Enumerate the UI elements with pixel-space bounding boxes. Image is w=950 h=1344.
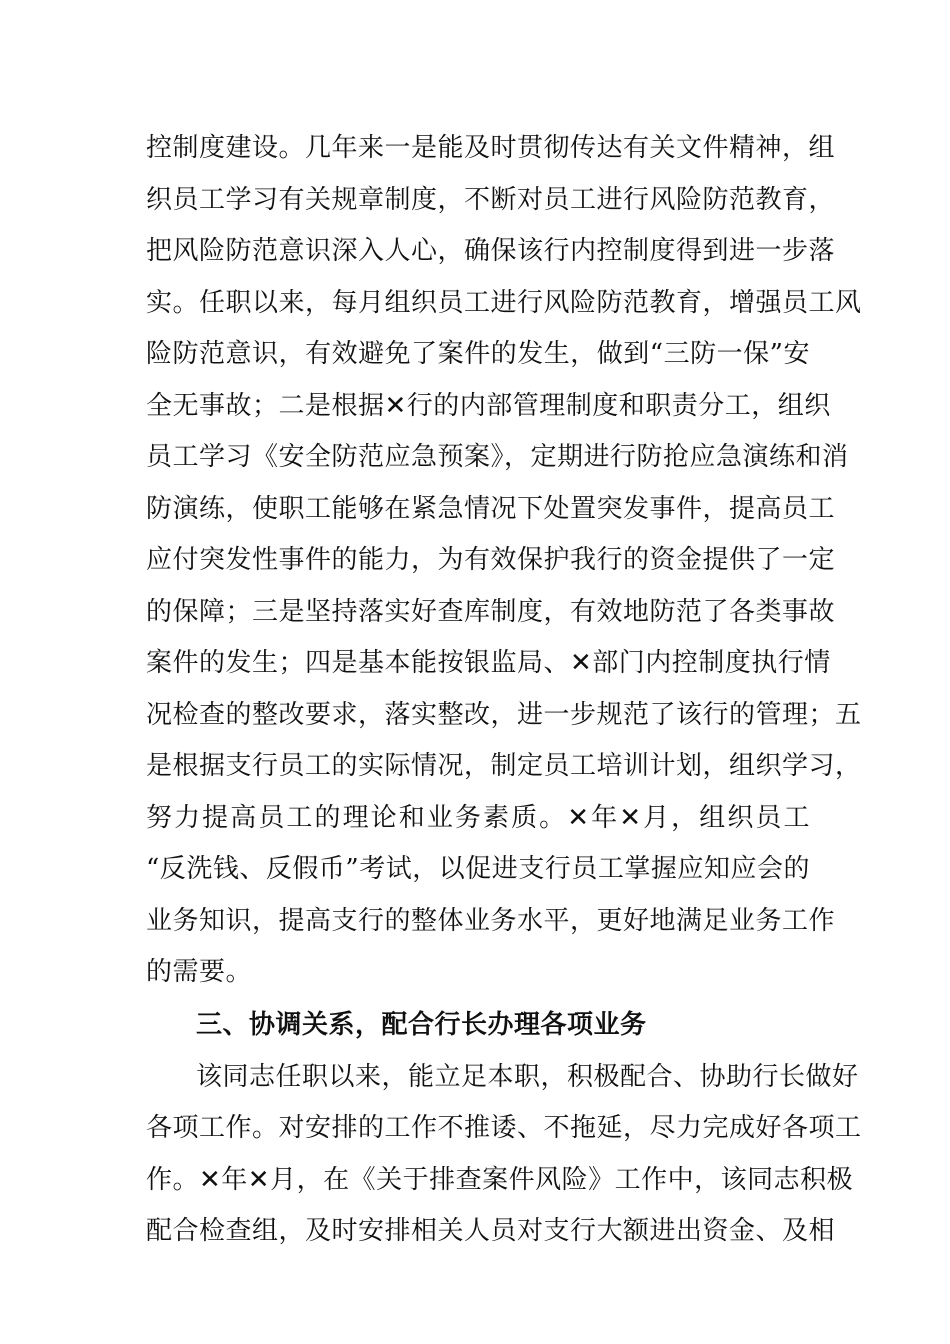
paragraph-line: “反洗钱、反假币”考试，以促进支行员工掌握应知应会的 (146, 854, 810, 884)
paragraph-line: 把风险防范意识深入人心，确保该行内控制度得到进一步落 (146, 236, 836, 266)
paragraph-line: 是根据支行员工的实际情况，制定员工培训计划，组织学习， (146, 751, 862, 781)
section-heading: 三、协调关系，配合行长办理各项业务 (196, 1010, 647, 1040)
paragraph-line: 作。✕年✕月，在《关于排查案件风险》工作中，该同志积极 (146, 1165, 854, 1195)
paragraph-line: 实。任职以来，每月组织员工进行风险防范教育，增强员工风 (146, 288, 862, 318)
paragraph-line: 况检查的整改要求，落实整改，进一步规范了该行的管理；五 (146, 700, 862, 730)
paragraph-line: 业务知识，提高支行的整体业务水平，更好地满足业务工作 (146, 906, 836, 936)
paragraph-line: 员工学习《安全防范应急预案》，定期进行防抢应急演练和消 (146, 442, 849, 472)
paragraph-line: 全无事故；二是根据✕行的内部管理制度和职责分工，组织 (146, 391, 831, 421)
paragraph-line: 控制度建设。几年来一是能及时贯彻传达有关文件精神，组 (146, 133, 836, 163)
paragraph-line: 该同志任职以来，能立足本职，积极配合、协助行长做好 (196, 1062, 859, 1092)
paragraph-line: 配合检查组，及时安排相关人员对支行大额进出资金、及相 (146, 1216, 836, 1246)
paragraph-line: 应付突发性事件的能力，为有效保护我行的资金提供了一定 (146, 545, 836, 575)
paragraph-line: 的保障；三是坚持落实好查库制度，有效地防范了各类事故 (146, 597, 836, 627)
paragraph-line: 各项工作。对安排的工作不推诿、不拖延，尽力完成好各项工 (146, 1113, 862, 1143)
paragraph-line: 案件的发生；四是基本能按银监局、✕部门内控制度执行情 (146, 648, 831, 678)
paragraph-line: 的需要。 (146, 957, 253, 987)
paragraph-line: 织员工学习有关规章制度，不断对员工进行风险防范教育， (146, 185, 836, 215)
paragraph-line: 努力提高员工的理论和业务素质。✕年✕月，组织员工 (146, 803, 810, 833)
paragraph-line: 险防范意识，有效避免了案件的发生，做到“三防一保”安 (146, 339, 810, 369)
paragraph-line: 防演练，使职工能够在紧急情况下处置突发事件，提高员工 (146, 494, 836, 524)
